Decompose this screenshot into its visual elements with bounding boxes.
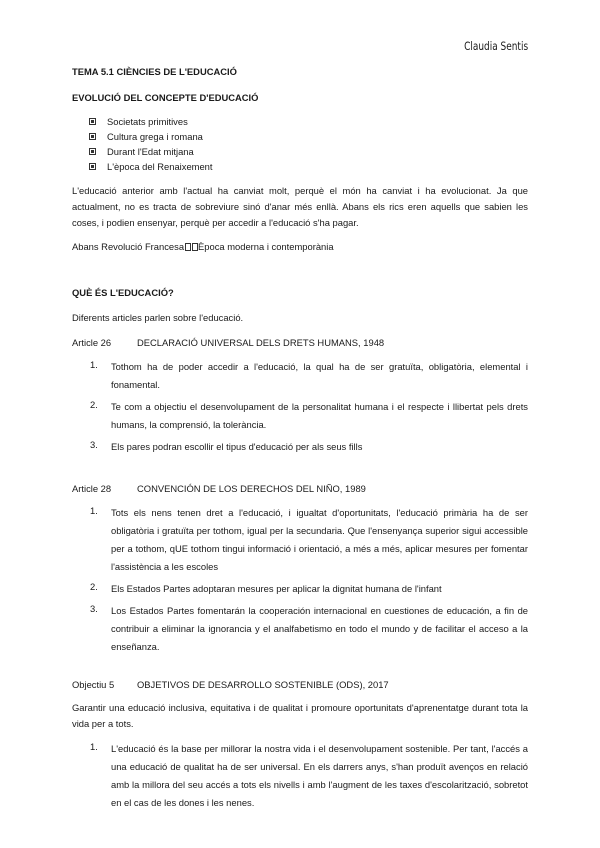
- list-item: 1. Tothom ha de poder accedir a l'educació, la qual ha de ser gratuïta, obligatòria, elemental i fonamental.: [90, 359, 528, 390]
- list-item: 1. Tots els nens tenen dret a l'educació, i igualtat d'oportunitats, l'educació primària ha de ser obligatòria i gratuïta per tothom, igual per la secundaria. Que l'ensenyança superior sigui accessible per a tothom, qUE tothom tingui informació i orientació, a més a més, aplicar mesures per fomentar l'assistència a les escoles: [90, 505, 528, 572]
- list-item: 3. Els pares podran escollir el tipus d'educació per als seus fills: [90, 439, 363, 452]
- section-intro: Diferents articles parlen sobre l'educació.: [72, 312, 244, 323]
- objective-intro: Garantir una educació inclusiva, equitativa i de qualitat i promoure oportunitats d'aprenentatge durant tota la vida per a tots.: [72, 702, 528, 729]
- checkbox-bullet-icon: [89, 148, 96, 155]
- checkbox-bullet-icon: [89, 133, 96, 140]
- checkbox-bullet-icon: [89, 118, 96, 125]
- article-title: OBJETIVOS DE DESARROLLO SOSTENIBLE (ODS), 2017: [137, 679, 389, 690]
- checkbox-bullet-icon: [89, 163, 96, 170]
- list-item: L'època del Renaixement: [72, 159, 528, 174]
- article-number: Article 26: [72, 337, 112, 348]
- list-item: Societats primitives: [72, 114, 528, 129]
- list-item: 3. Los Estados Partes fomentarán la cooperación internacional en cuestiones de educación, a fin de contribuir a eliminar la ignorancia y el analfabetismo en todo el mundo y de facilitar el acceso a la enseñanza.: [90, 603, 528, 652]
- list-item: 2. Te com a objectiu el desenvolupament de la personalitat humana i el respecte i llibertat pels drets humans, la comprensió, la tolerància.: [90, 399, 528, 430]
- list-item: Cultura grega i romana: [72, 129, 528, 144]
- document-title: TEMA 5.1 CIÈNCIES DE L'EDUCACIÓ: [72, 66, 237, 77]
- section-title: QUÈ ÉS L'EDUCACIÓ?: [72, 287, 174, 298]
- article-number: Objectiu 5: [72, 679, 115, 690]
- article-items: [72, 740, 528, 812]
- article-heading: [72, 336, 528, 350]
- list-item: Durant l'Edat mitjana: [72, 144, 528, 159]
- list-item: 1. L'educació és la base per millorar la nostra vida i el desenvolupament sostenible. Per tant, l'accés a una educació de qualitat ha de ser universal. En els darrers anys, s'han produït avenços en relació amb la millora del seu accés a tots els nivells i amb l'augment de les taxes d'escolarització, sobretot en el cas de les dones i les nenes.: [90, 741, 528, 808]
- section-subtitle: EVOLUCIÓ DEL CONCEPTE D'EDUCACIÓ: [72, 92, 259, 103]
- missing-glyph-icon: [185, 243, 191, 251]
- article-heading: [72, 678, 528, 692]
- article-title: CONVENCIÓN DE LOS DERECHOS DEL NIÑO, 1989: [137, 483, 366, 494]
- missing-glyph-icon: [192, 243, 198, 251]
- list-item: 2. Els Estados Partes adoptaran mesures per aplicar la dignitat humana de l'infant: [90, 581, 442, 594]
- article-number: Article 28: [72, 483, 112, 494]
- bullet-list: [72, 114, 528, 174]
- article-items: [72, 504, 528, 656]
- article-heading: [72, 482, 528, 496]
- intro-paragraph: L'educació anterior amb l'actual ha canviat molt, perquè el món ha canviat i ha evolucionat. Ja que actualment, no es tracta de sobreviure sinó d'anar més enllà. Abans els rics eren aquells que sabien les coses, i podien ensenyar, perquè per accedir a l'educació s'ha pagar.: [72, 185, 528, 228]
- article-title: DECLARACIÓ UNIVERSAL DELS DRETS HUMANS, 1948: [137, 337, 385, 348]
- author-name: Claudia Sentis: [463, 39, 528, 53]
- revolution-line: Abans Revolució Francesa Època moderna i contemporània: [72, 241, 334, 252]
- article-items: [72, 358, 528, 456]
- document-body: [72, 64, 528, 816]
